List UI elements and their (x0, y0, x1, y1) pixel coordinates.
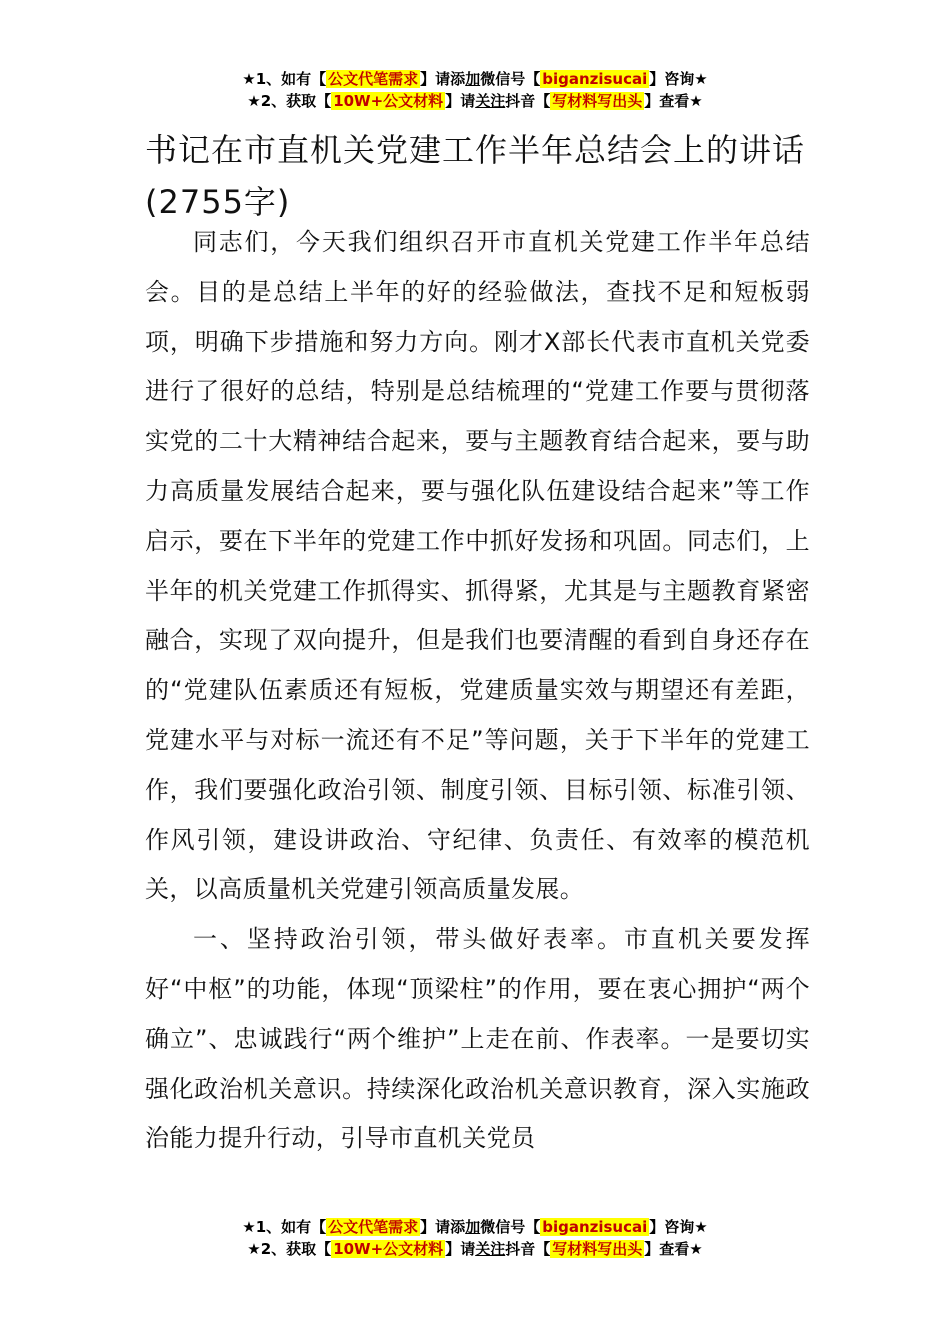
promo-text: ★2、获取【 (247, 92, 332, 110)
promo-highlight: 10W+公文材料 (333, 1240, 444, 1258)
promo-underline: 加 (465, 70, 481, 88)
promo-text: 】请 (445, 92, 476, 110)
promo-text: 抖音【 (505, 1240, 551, 1258)
promo-text: 】咨询★ (649, 70, 708, 88)
promo-underline: 关注 (475, 1240, 506, 1258)
promo-highlight: 公文代笔需求 (328, 70, 419, 88)
promo-line-2 (0, 90, 950, 112)
promo-text: 】查看★ (644, 1240, 703, 1258)
promo-wechat-id: biganzisucai (542, 1218, 648, 1236)
document-body (145, 218, 810, 1164)
promo-text: 】查看★ (644, 92, 703, 110)
promo-underline: 关注 (475, 92, 506, 110)
promo-text: 】请添 (420, 70, 466, 88)
promo-text: ★1、如有【 (242, 1218, 327, 1236)
paragraph: 一、坚持政治引领，带头做好表率。市直机关要发挥好“中枢”的功能，体现“顶梁柱”的作用，要在衷心拥护“两个确立”、忠诚践行“两个维护”上走在前、作表率。一是要切实强化政治机关意识。持续深化政治机关意识教育，深入实施政治能力提升行动，引导市直机关党员 (145, 925, 810, 1153)
promo-highlight: 10W+公文材料 (333, 92, 444, 110)
promo-text: ★1、如有【 (242, 70, 327, 88)
promo-banner-bottom (0, 1216, 950, 1260)
promo-text: 】咨询★ (649, 1218, 708, 1236)
promo-banner-top (0, 68, 950, 112)
promo-text: ★2、获取【 (247, 1240, 332, 1258)
promo-line-1 (0, 68, 950, 90)
promo-wechat-id: biganzisucai (542, 70, 648, 88)
promo-text: 抖音【 (505, 92, 551, 110)
promo-text: 微信号【 (480, 1218, 541, 1236)
promo-line-2 (0, 1238, 950, 1260)
promo-underline: 加 (465, 1218, 481, 1236)
promo-highlight: 公文代笔需求 (328, 1218, 419, 1236)
promo-text: 】请添 (420, 1218, 466, 1236)
promo-douyin-id: 写材料写出头 (552, 1240, 643, 1258)
promo-text: 微信号【 (480, 70, 541, 88)
document-title: 书记在市直机关党建工作半年总结会上的讲话(2755字) (145, 131, 806, 221)
promo-douyin-id: 写材料写出头 (552, 92, 643, 110)
promo-line-1 (0, 1216, 950, 1238)
paragraph: 同志们，今天我们组织召开市直机关党建工作半年总结会。目的是总结上半年的好的经验做法，查找不足和短板弱项，明确下步措施和努力方向。刚才X部长代表市直机关党委进行了很好的总结，特别是总结梳理的“党建工作要与贯彻落实党的二十大精神结合起来，要与主题教育结合起来，要与助力高质量发展结合起来，要与强化队伍建设结合起来”等工作启示，要在下半年的党建工作中抓好发扬和巩固。同志们，上半年的机关党建工作抓得实、抓得紧，尤其是与主题教育紧密融合，实现了双向提升，但是我们也要清醒的看到自身还存在的“党建队伍素质还有短板，党建质量实效与期望还有差距，党建水平与对标一流还有不足”等问题，关于下半年的党建工作，我们要强化政治引领、制度引领、目标引领、标准引领、作风引领，建设讲政治、守纪律、负责任、有效率的模范机关，以高质量机关党建引领高质量发展。 (145, 228, 810, 904)
promo-text: 】请 (445, 1240, 476, 1258)
